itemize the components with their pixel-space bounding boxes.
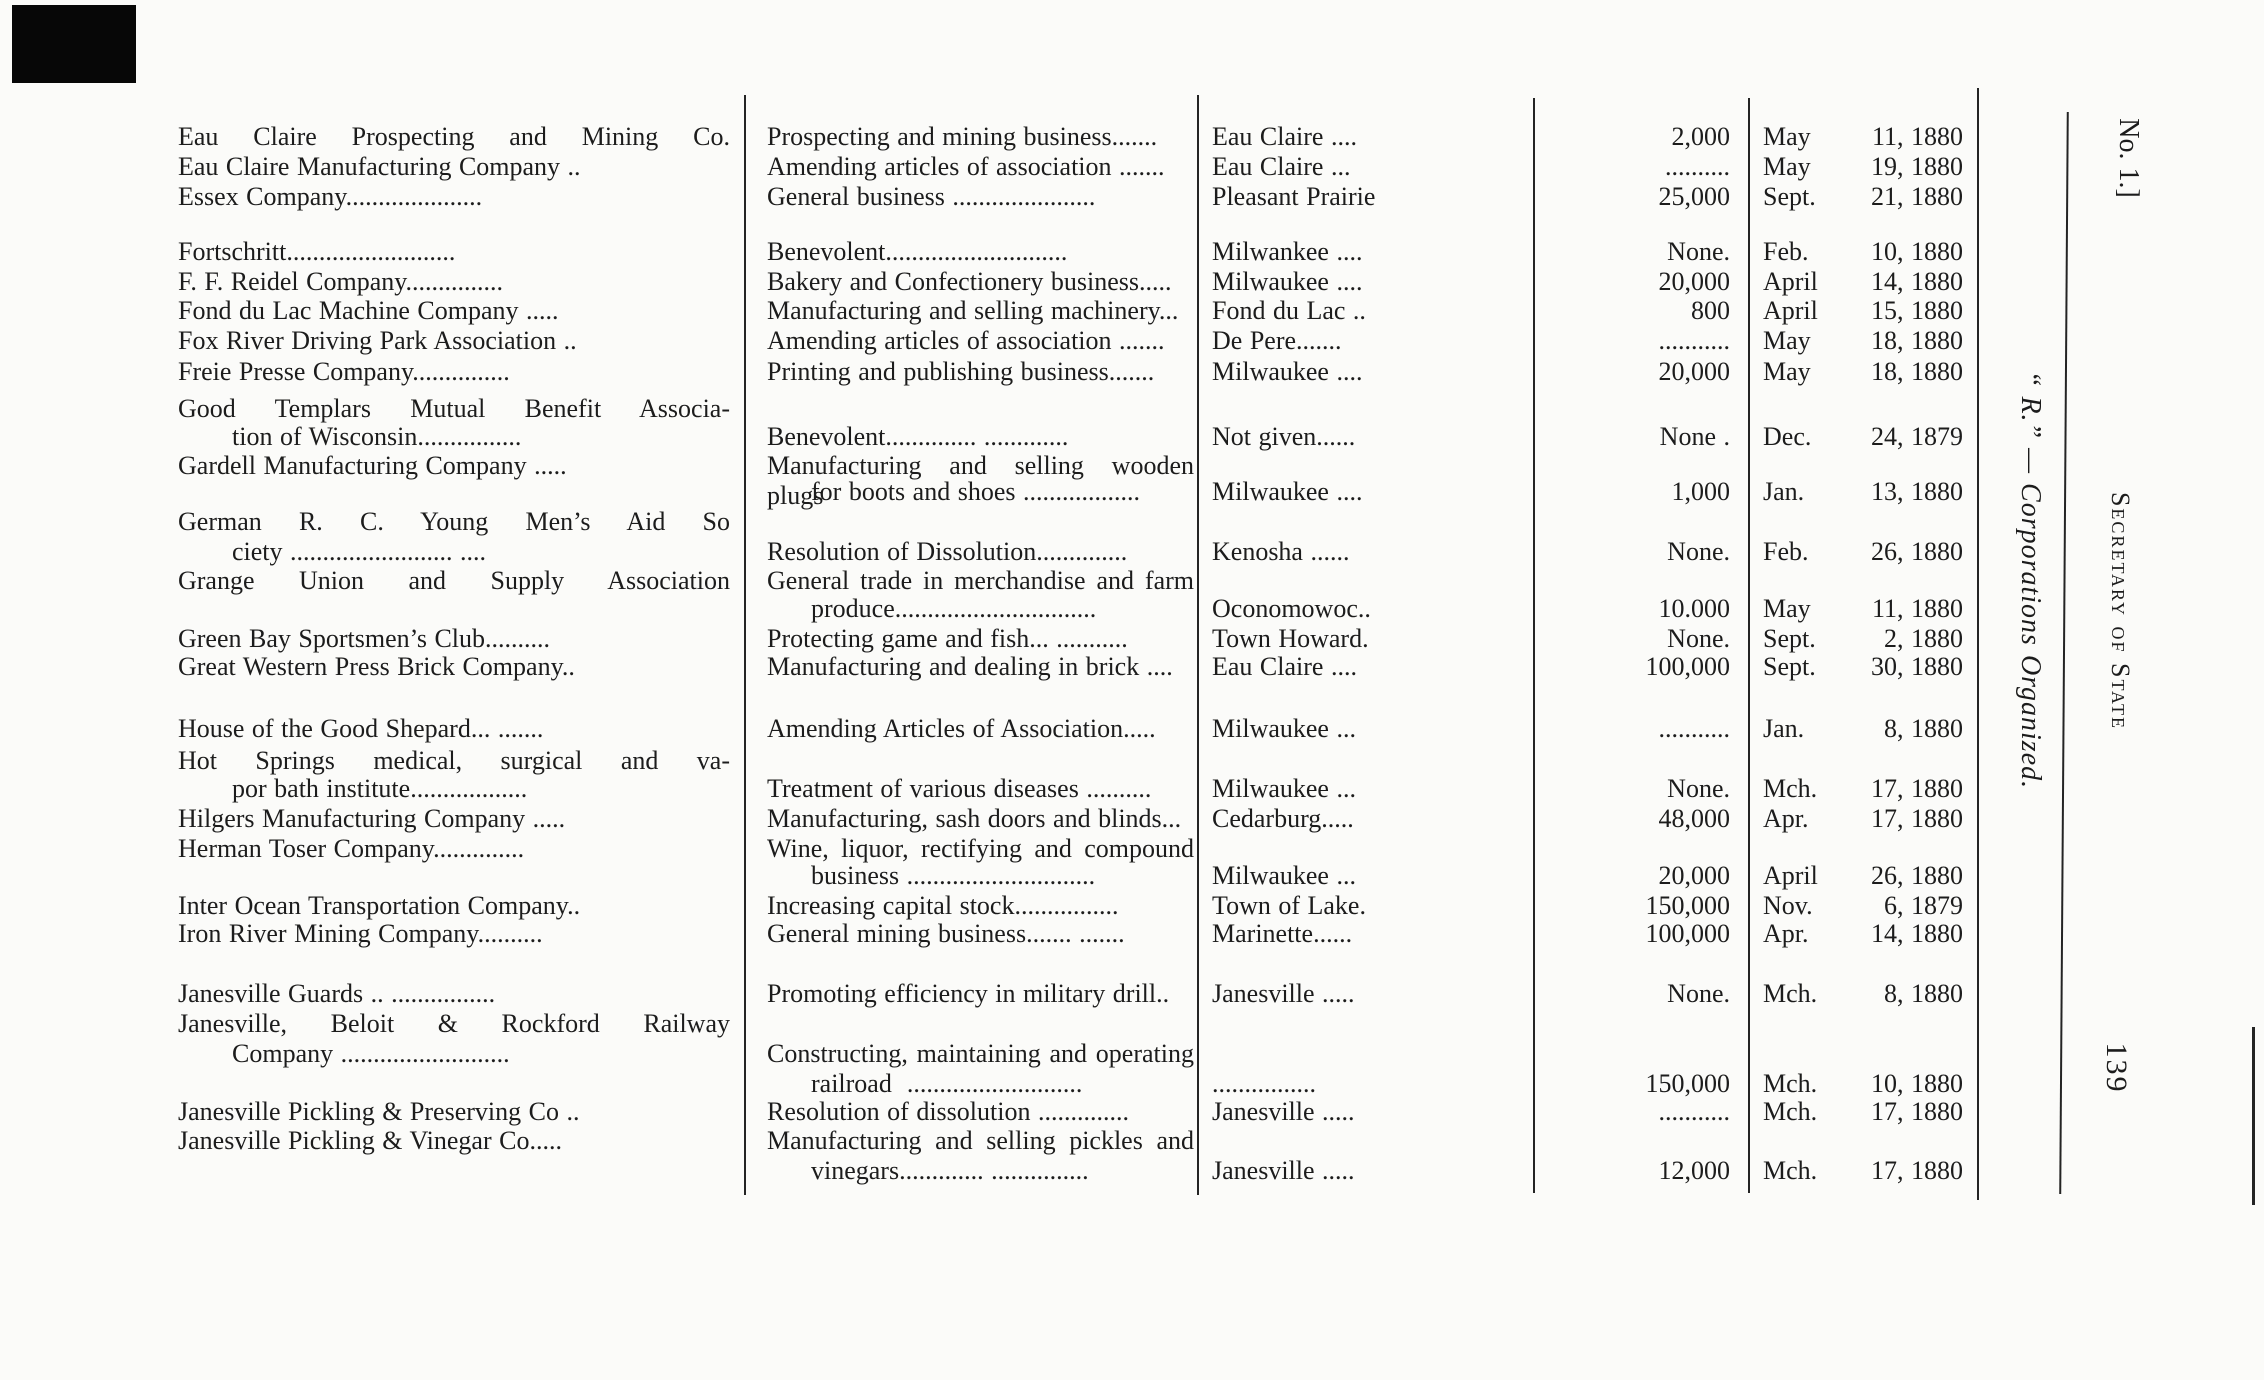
date-day-year: 11, 1880: [1871, 594, 1963, 623]
date-cell: [1763, 326, 1963, 356]
date-day-year: 14, 1880: [1871, 919, 1963, 948]
date-cell: [1763, 267, 1963, 297]
date-month: Jan.: [1763, 714, 1805, 743]
date-day-year: 17, 1880: [1871, 1097, 1963, 1126]
company-name: Iron River Mining Company..........: [178, 919, 543, 948]
company-name: Inter Ocean Transportation Company..: [178, 891, 581, 920]
location: Eau Claire ....: [1212, 122, 1357, 151]
date-month: Mch.: [1763, 774, 1818, 803]
date-month: Apr.: [1763, 919, 1809, 948]
capital-amount: 12,000: [1658, 1156, 1730, 1185]
running-title: “ R.” — Corporations Organized.: [2015, 370, 2046, 790]
date-month: May: [1763, 326, 1811, 355]
business-purpose: Resolution of dissolution ..............: [767, 1097, 1129, 1126]
table-row: [0, 652, 2264, 682]
table-row: [0, 296, 2264, 326]
company-name: Eau Claire Prospecting and Mining Co.: [178, 122, 730, 151]
capital-amount: 20,000: [1658, 357, 1730, 386]
date-cell: [1763, 422, 1963, 452]
company-name: German R. C. Young Men’s Aid So: [178, 507, 730, 536]
business-purpose: Manufacturing and selling machinery...: [767, 296, 1179, 325]
date-day-year: 17, 1880: [1871, 1156, 1963, 1185]
date-day-year: 30, 1880: [1871, 652, 1963, 681]
date-month: Mch.: [1763, 1097, 1818, 1126]
capital-amount: None .: [1659, 422, 1730, 451]
date-cell: [1763, 1097, 1963, 1127]
company-name: Eau Claire Manufacturing Company ..: [178, 152, 581, 181]
department-title: Secretary of State: [2106, 491, 2135, 731]
company-name: Fox River Driving Park Association ..: [178, 326, 577, 355]
date-cell: [1763, 182, 1963, 212]
date-day-year: 24, 1879: [1871, 422, 1963, 451]
date-cell: [1763, 714, 1963, 744]
business-purpose: produce...............................: [811, 594, 1097, 623]
table-row: [0, 566, 2264, 596]
date-cell: [1763, 237, 1963, 267]
date-cell: [1763, 152, 1963, 182]
location: Milwaukee ...: [1212, 861, 1356, 890]
location: ................: [1212, 1069, 1316, 1098]
table-row: [0, 394, 2264, 424]
date-cell: [1763, 477, 1963, 507]
date-day-year: 6, 1879: [1884, 891, 1963, 920]
business-purpose: Increasing capital stock................: [767, 891, 1119, 920]
table-row: [0, 152, 2264, 182]
business-purpose: Treatment of various diseases ..........: [767, 774, 1152, 803]
date-day-year: 15, 1880: [1871, 296, 1963, 325]
company-name: House of the Good Shepard... .......: [178, 714, 544, 743]
company-name: ciety ......................... ....: [232, 537, 487, 566]
business-purpose: Amending Articles of Association.....: [767, 714, 1156, 743]
date-cell: [1763, 774, 1963, 804]
capital-amount: None.: [1667, 237, 1730, 266]
location: Janesville .....: [1212, 979, 1355, 1008]
date-month: Feb.: [1763, 237, 1809, 266]
table-row: [0, 267, 2264, 297]
date-month: April: [1763, 267, 1818, 296]
business-purpose: Wine, liquor, rectifying and compound: [767, 834, 1194, 863]
table-row: [0, 122, 2264, 152]
business-purpose: Protecting game and fish... ...........: [767, 624, 1128, 653]
date-month: May: [1763, 122, 1811, 151]
date-cell: [1763, 652, 1963, 682]
business-purpose: for boots and shoes ..................: [811, 477, 1140, 506]
date-month: Apr.: [1763, 804, 1809, 833]
date-cell: [1763, 861, 1963, 891]
date-day-year: 14, 1880: [1871, 267, 1963, 296]
company-name: Green Bay Sportsmen’s Club..........: [178, 624, 551, 653]
date-cell: [1763, 357, 1963, 387]
table-row: [0, 714, 2264, 744]
table-row: [0, 422, 2264, 452]
location: Oconomowoc..: [1212, 594, 1371, 623]
date-month: May: [1763, 152, 1811, 181]
business-purpose: Promoting efficiency in military drill..: [767, 979, 1170, 1008]
company-name: Janesville, Beloit & Rockford Railway: [178, 1009, 730, 1038]
date-cell: [1763, 804, 1963, 834]
date-cell: [1763, 537, 1963, 567]
capital-amount: ..........: [1665, 152, 1730, 181]
table-row: [0, 861, 2264, 891]
company-name: Fortschritt..........................: [178, 237, 456, 266]
location: Fond du Lac ..: [1212, 296, 1366, 325]
date-day-year: 21, 1880: [1871, 182, 1963, 211]
table-row: [0, 477, 2264, 507]
table-row: [0, 1097, 2264, 1127]
capital-amount: ...........: [1658, 326, 1730, 355]
location: Town of Lake.: [1212, 891, 1366, 920]
location: Milwaukee ....: [1212, 477, 1363, 506]
location: Town Howard.: [1212, 624, 1369, 653]
capital-amount: 150,000: [1645, 891, 1730, 920]
table-row: [0, 594, 2264, 624]
table-row: [0, 237, 2264, 267]
table-row: [0, 834, 2264, 864]
capital-amount: 800: [1691, 296, 1730, 325]
date-month: Feb.: [1763, 537, 1809, 566]
company-name: Essex Company.....................: [178, 182, 483, 211]
company-name: F. F. Reidel Company...............: [178, 267, 504, 296]
date-cell: [1763, 891, 1963, 921]
date-day-year: 19, 1880: [1871, 152, 1963, 181]
table-row: [0, 182, 2264, 212]
location: Janesville .....: [1212, 1097, 1355, 1126]
location: Eau Claire ....: [1212, 652, 1357, 681]
date-cell: [1763, 1156, 1963, 1186]
date-month: Sept.: [1763, 624, 1816, 653]
business-purpose: business .............................: [811, 861, 1096, 890]
date-cell: [1763, 979, 1963, 1009]
company-name: Fond du Lac Machine Company .....: [178, 296, 559, 325]
date-month: May: [1763, 357, 1811, 386]
date-day-year: 8, 1880: [1884, 714, 1963, 743]
date-day-year: 10, 1880: [1871, 237, 1963, 266]
capital-amount: None.: [1667, 537, 1730, 566]
date-day-year: 17, 1880: [1871, 804, 1963, 833]
company-name: Grange Union and Supply Association: [178, 566, 730, 595]
page-edge-mark: [2252, 1027, 2255, 1205]
date-day-year: 8, 1880: [1884, 979, 1963, 1008]
company-name: Good Templars Mutual Benefit Associa-: [178, 394, 730, 423]
business-purpose: Amending articles of association .......: [767, 326, 1165, 355]
capital-amount: 100,000: [1645, 919, 1730, 948]
capital-amount: 2,000: [1671, 122, 1730, 151]
scan-corner-artifact: [12, 5, 136, 83]
capital-amount: ...........: [1658, 714, 1730, 743]
business-purpose: Benevolent............................: [767, 237, 1068, 266]
business-purpose: Manufacturing and dealing in brick ....: [767, 652, 1173, 681]
date-month: Mch.: [1763, 1156, 1818, 1185]
date-day-year: 26, 1880: [1871, 861, 1963, 890]
business-purpose: Resolution of Dissolution..............: [767, 537, 1128, 566]
company-name: Freie Presse Company...............: [178, 357, 510, 386]
date-cell: [1763, 296, 1963, 326]
date-month: Mch.: [1763, 1069, 1818, 1098]
location: Marinette......: [1212, 919, 1353, 948]
capital-amount: ...........: [1658, 1097, 1730, 1126]
capital-amount: None.: [1667, 774, 1730, 803]
company-name: tion of Wisconsin................: [232, 422, 522, 451]
company-name: Janesville Guards .. ................: [178, 979, 496, 1008]
date-cell: [1763, 594, 1963, 624]
business-purpose: Prospecting and mining business.......: [767, 122, 1158, 151]
location: Eau Claire ...: [1212, 152, 1351, 181]
page-number: 139: [2100, 1042, 2133, 1094]
date-month: Dec.: [1763, 422, 1812, 451]
capital-amount: 100,000: [1645, 652, 1730, 681]
company-name: Gardell Manufacturing Company .....: [178, 451, 567, 480]
business-purpose: Manufacturing and selling pickles and: [767, 1126, 1194, 1155]
table-row: [0, 624, 2264, 654]
column-rule-location-capital: [1533, 98, 1535, 1193]
business-purpose: Printing and publishing business.......: [767, 357, 1155, 386]
table-row: [0, 1156, 2264, 1186]
table-row: [0, 979, 2264, 1009]
date-cell: [1763, 919, 1963, 949]
date-month: Mch.: [1763, 979, 1818, 1008]
business-purpose: General business ......................: [767, 182, 1096, 211]
business-purpose: Amending articles of association .......: [767, 152, 1165, 181]
column-rule-name-purpose: [744, 95, 746, 1195]
capital-amount: 10.000: [1658, 594, 1730, 623]
location: Milwaukee ...: [1212, 714, 1356, 743]
business-purpose: Benevolent.............. .............: [767, 422, 1069, 451]
capital-amount: None.: [1667, 624, 1730, 653]
company-name: Hot Springs medical, surgical and va-: [178, 746, 730, 775]
date-day-year: 2, 1880: [1884, 624, 1963, 653]
business-purpose: Manufacturing, sash doors and blinds...: [767, 804, 1182, 833]
date-month: Jan.: [1763, 477, 1805, 506]
date-day-year: 11, 1880: [1871, 122, 1963, 151]
edition-label: No. 1.]: [2113, 118, 2144, 198]
date-month: Sept.: [1763, 182, 1816, 211]
date-month: May: [1763, 594, 1811, 623]
table-row: [0, 746, 2264, 776]
business-purpose: Bakery and Confectionery business.....: [767, 267, 1172, 296]
date-cell: [1763, 1069, 1963, 1099]
company-name: Great Western Press Brick Company..: [178, 652, 575, 681]
date-day-year: 26, 1880: [1871, 537, 1963, 566]
business-purpose: Constructing, maintaining and operating: [767, 1039, 1194, 1068]
location: Not given......: [1212, 422, 1356, 451]
table-row: [0, 804, 2264, 834]
table-row: [0, 1126, 2264, 1156]
date-month: Sept.: [1763, 652, 1816, 681]
capital-amount: 1,000: [1671, 477, 1730, 506]
location: Cedarburg.....: [1212, 804, 1354, 833]
table-row: [0, 919, 2264, 949]
capital-amount: 48,000: [1658, 804, 1730, 833]
table-row: [0, 326, 2264, 356]
table-right-border: [1977, 88, 1979, 1200]
table-row: [0, 537, 2264, 567]
date-month: April: [1763, 296, 1818, 325]
date-month: Nov.: [1763, 891, 1813, 920]
location: De Pere.......: [1212, 326, 1342, 355]
column-rule-capital-date: [1748, 98, 1750, 1193]
business-purpose: General mining business....... .......: [767, 919, 1125, 948]
table-row: [0, 357, 2264, 387]
location: Milwaukee ....: [1212, 357, 1363, 386]
table-row: [0, 1039, 2264, 1069]
date-month: April: [1763, 861, 1818, 890]
company-name: por bath institute..................: [232, 774, 528, 803]
table-row: [0, 507, 2264, 537]
table-row: [0, 774, 2264, 804]
business-purpose: General trade in merchandise and farm: [767, 566, 1194, 595]
company-name: Company ..........................: [232, 1039, 510, 1068]
table-row: [0, 891, 2264, 921]
business-purpose: railroad ...........................: [811, 1069, 1083, 1098]
location: Milwaukee ....: [1212, 267, 1363, 296]
capital-amount: 150,000: [1645, 1069, 1730, 1098]
capital-amount: 20,000: [1658, 861, 1730, 890]
location: Milwaukee ...: [1212, 774, 1356, 803]
location: Milwankee ....: [1212, 237, 1363, 266]
capital-amount: None.: [1667, 979, 1730, 1008]
date-day-year: 13, 1880: [1871, 477, 1963, 506]
company-name: Janesville Pickling & Vinegar Co.....: [178, 1126, 562, 1155]
column-rule-purpose-location: [1197, 95, 1199, 1195]
date-day-year: 18, 1880: [1871, 326, 1963, 355]
business-purpose: vinegars............. ...............: [811, 1156, 1089, 1185]
date-day-year: 18, 1880: [1871, 357, 1963, 386]
location: Pleasant Prairie: [1212, 182, 1376, 211]
company-name: Janesville Pickling & Preserving Co ..: [178, 1097, 580, 1126]
company-name: Herman Toser Company..............: [178, 834, 525, 863]
location: Janesville .....: [1212, 1156, 1355, 1185]
table-row: [0, 1069, 2264, 1099]
location: Kenosha ......: [1212, 537, 1350, 566]
date-cell: [1763, 122, 1963, 152]
capital-amount: 25,000: [1658, 182, 1730, 211]
capital-amount: 20,000: [1658, 267, 1730, 296]
date-cell: [1763, 624, 1963, 654]
date-day-year: 17, 1880: [1871, 774, 1963, 803]
date-day-year: 10, 1880: [1871, 1069, 1963, 1098]
table-row: [0, 1009, 2264, 1039]
business-purpose: Manufacturing and selling wooden plugs: [767, 451, 1194, 510]
company-name: Hilgers Manufacturing Company .....: [178, 804, 566, 833]
